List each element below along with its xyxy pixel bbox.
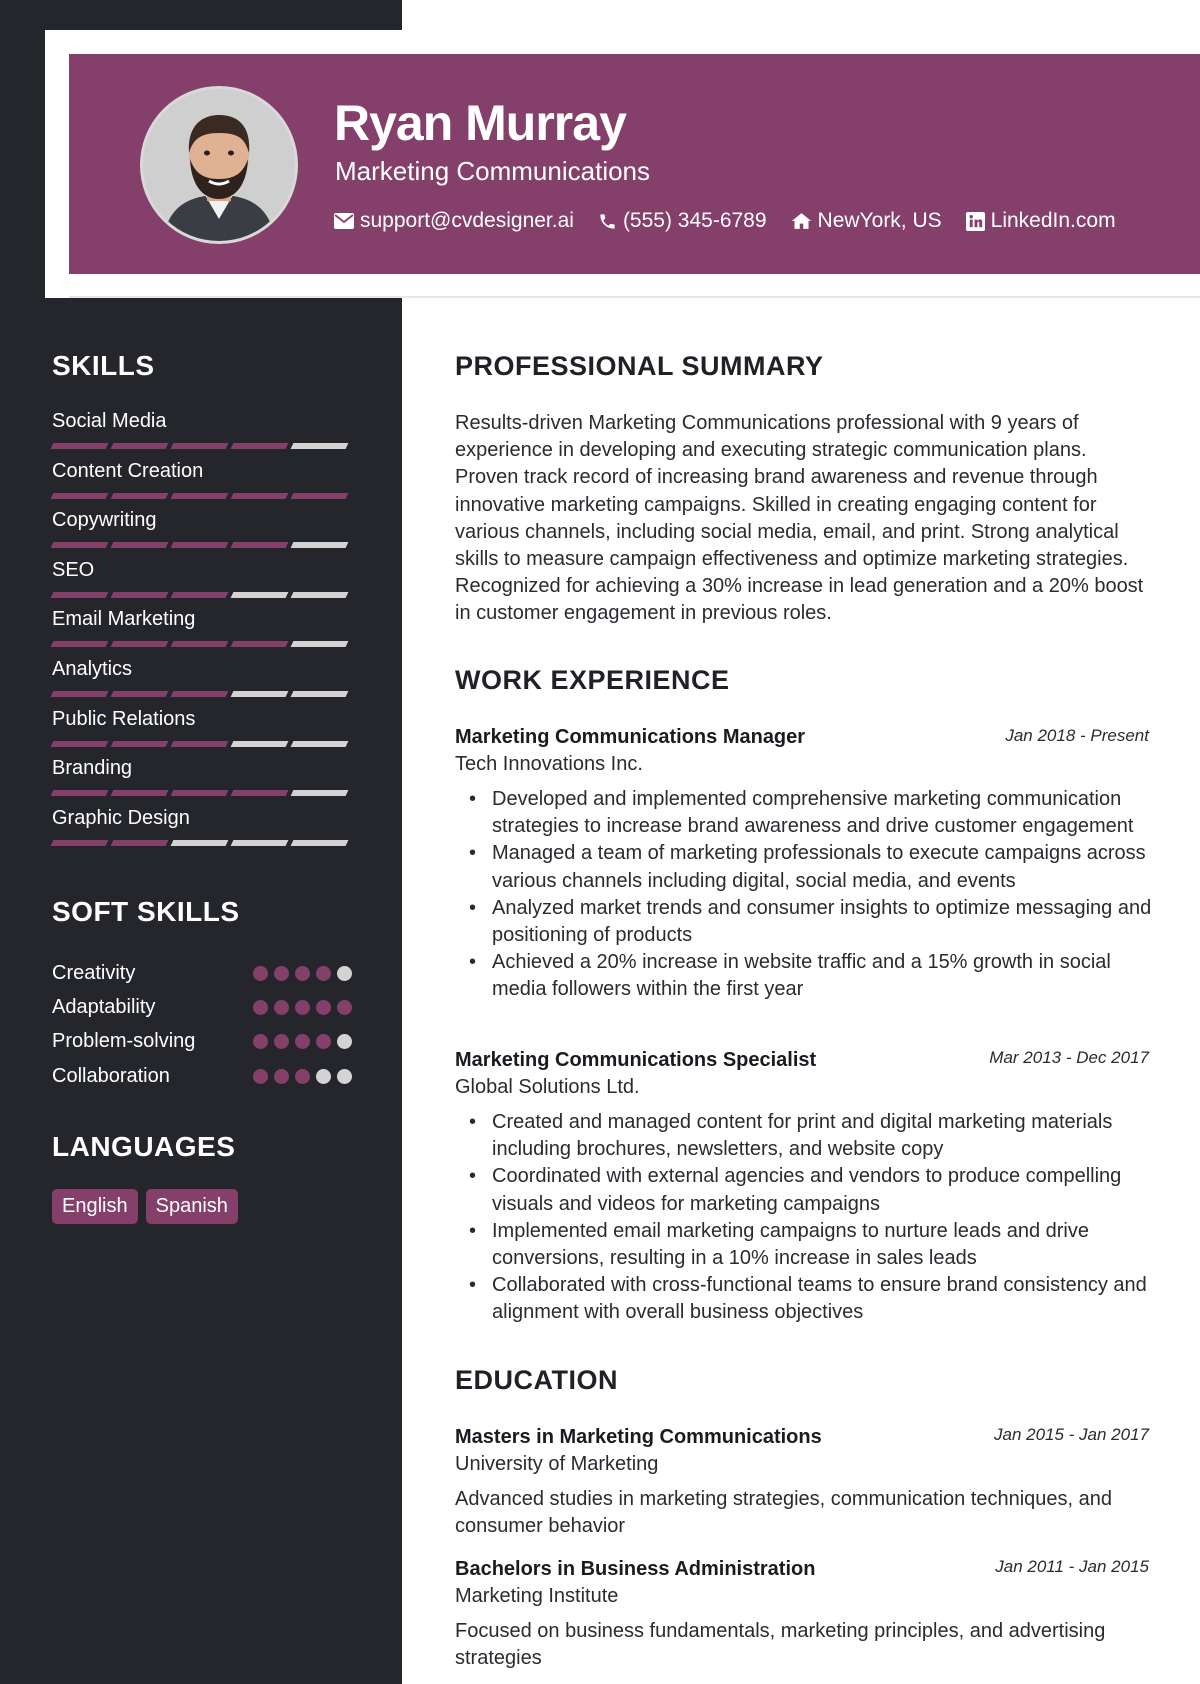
school-name: Marketing Institute bbox=[455, 1585, 619, 1607]
rating-dot bbox=[316, 966, 331, 981]
skill-name: Copywriting bbox=[52, 509, 157, 532]
skill-name: Public Relations bbox=[52, 707, 196, 730]
soft-skill-rating bbox=[253, 1069, 352, 1084]
skill-item bbox=[52, 558, 352, 608]
header-divider bbox=[69, 296, 1200, 298]
skill-level-segment bbox=[171, 592, 229, 598]
rating-dot bbox=[274, 1034, 289, 1049]
skill-name: SEO bbox=[52, 558, 95, 581]
skill-level-segment bbox=[51, 542, 109, 548]
degree-date: Jan 2015 - Jan 2017 bbox=[993, 1425, 1149, 1444]
skills-list bbox=[52, 409, 352, 855]
summary-heading: PROFESSIONAL SUMMARY bbox=[455, 351, 824, 381]
skill-level-segment bbox=[231, 443, 289, 449]
skill-level-segment bbox=[291, 493, 349, 499]
skill-level-segment bbox=[291, 443, 349, 449]
skill-level-segment bbox=[171, 790, 229, 796]
skill-level-segment bbox=[171, 840, 229, 846]
rating-dot bbox=[253, 1034, 268, 1049]
skill-name: Branding bbox=[52, 757, 133, 780]
skill-name: Social Media bbox=[52, 410, 167, 432]
skill-name: Content Creation bbox=[52, 459, 204, 482]
skill-level-segment bbox=[291, 840, 349, 846]
skill-level-bar bbox=[52, 493, 348, 499]
job-title: Marketing Communications Manager bbox=[455, 726, 806, 748]
profile-photo bbox=[143, 89, 295, 241]
candidate-name: Ryan Murray bbox=[334, 95, 626, 151]
skill-level-segment bbox=[291, 542, 349, 548]
skill-item bbox=[52, 508, 352, 558]
skill-level-segment bbox=[231, 592, 289, 598]
soft-skill-item bbox=[52, 1059, 352, 1093]
contact-phone-text: (555) 345-6789 bbox=[622, 209, 767, 232]
rating-dot bbox=[295, 1034, 310, 1049]
language-tag: Spanish bbox=[146, 1189, 238, 1224]
skill-level-segment bbox=[171, 691, 229, 697]
rating-dot bbox=[316, 1034, 331, 1049]
skill-name: Graphic Design bbox=[52, 806, 190, 829]
job-bullet: • Implemented email marketing campaigns to nurture leads and drive conversions, resulting in a 10% increase in sales leads bbox=[492, 1218, 1152, 1272]
skill-level-segment bbox=[111, 542, 169, 548]
job-bullet: • Developed and implemented comprehensive marketing communication strategies to increase brand awareness and drive customer engagement bbox=[492, 786, 1152, 840]
job-date: Jan 2018 - Present bbox=[1005, 726, 1149, 745]
soft-skills-list bbox=[52, 956, 352, 1093]
skill-level-segment bbox=[291, 592, 349, 598]
school-name: University of Marketing bbox=[455, 1453, 659, 1475]
skill-level-segment bbox=[111, 790, 169, 796]
phone-icon bbox=[598, 212, 617, 231]
contact-bar bbox=[334, 207, 1116, 235]
skill-item bbox=[52, 707, 352, 757]
skill-level-segment bbox=[171, 493, 229, 499]
skill-level-bar bbox=[52, 443, 348, 449]
contact-phone[interactable] bbox=[598, 209, 767, 233]
skill-level-segment bbox=[51, 691, 109, 697]
contact-linkedin-text: LinkedIn.com bbox=[990, 209, 1116, 232]
soft-skills-heading: SOFT SKILLS bbox=[52, 896, 240, 927]
rating-dot bbox=[274, 1000, 289, 1015]
skill-level-segment bbox=[291, 691, 349, 697]
languages-list bbox=[52, 1189, 238, 1224]
skill-item bbox=[52, 409, 352, 459]
rating-dot bbox=[295, 966, 310, 981]
rating-dot bbox=[337, 1034, 352, 1049]
degree-date: Jan 2011 - Jan 2015 bbox=[995, 1557, 1149, 1576]
soft-skill-item bbox=[52, 956, 352, 990]
experience-heading: WORK EXPERIENCE bbox=[455, 665, 730, 695]
soft-skill-name: Creativity bbox=[52, 961, 136, 984]
skill-level-segment bbox=[171, 641, 229, 647]
skill-level-segment bbox=[171, 443, 229, 449]
skill-level-bar bbox=[52, 592, 348, 598]
skill-item bbox=[52, 806, 352, 856]
rating-dot bbox=[274, 966, 289, 981]
skill-item bbox=[52, 459, 352, 509]
soft-skill-rating bbox=[253, 966, 352, 981]
skill-item bbox=[52, 607, 352, 657]
soft-skill-rating bbox=[253, 1034, 352, 1049]
degree-title: Bachelors in Business Administration bbox=[455, 1558, 816, 1580]
contact-location-text: NewYork, US bbox=[817, 209, 942, 232]
skill-level-segment bbox=[171, 542, 229, 548]
skill-level-segment bbox=[231, 542, 289, 548]
skill-item bbox=[52, 657, 352, 707]
skill-level-bar bbox=[52, 641, 348, 647]
job-bullet: • Analyzed market trends and consumer insights to optimize messaging and positioning of products bbox=[492, 895, 1152, 949]
soft-skill-item bbox=[52, 1025, 352, 1059]
job-bullet: • Managed a team of marketing professionals to execute campaigns across various channels including digital, social media, and events bbox=[492, 840, 1152, 894]
skill-level-segment bbox=[51, 592, 109, 598]
soft-skill-name: Problem-solving bbox=[52, 1030, 196, 1053]
skill-level-segment bbox=[111, 691, 169, 697]
skill-name: Email Marketing bbox=[52, 608, 196, 631]
job-bullets bbox=[492, 1109, 1152, 1327]
rating-dot bbox=[253, 966, 268, 981]
summary-text: Results-driven Marketing Communications professional with 9 years of experience in developing and executing strategic communication plans. Proven track record of increasing brand awareness and revenue through innovative marketing campaigns. Skilled in creating engaging content for various channels, including social media, email, and print. Strong analytical skills to measure campaign effectiveness and optimize marketing strategies. Recognized for achieving a 30% increase in lead generation and a 20% boost in customer engagement in previous roles. bbox=[455, 412, 1144, 625]
skill-level-segment bbox=[51, 840, 109, 846]
rating-dot bbox=[274, 1069, 289, 1084]
skill-level-bar bbox=[52, 840, 348, 846]
degree-description: Advanced studies in marketing strategies, communication techniques, and consumer behavior bbox=[455, 1488, 1113, 1538]
soft-skill-name: Adaptability bbox=[52, 995, 156, 1018]
job-bullet: • Collaborated with cross-functional teams to ensure brand consistency and alignment with overall business objectives bbox=[492, 1272, 1152, 1326]
job-bullet: • Created and managed content for print and digital marketing materials including brochures, newsletters, and website copy bbox=[492, 1109, 1152, 1163]
skill-name: Analytics bbox=[52, 657, 133, 680]
job-bullets bbox=[492, 786, 1152, 1004]
skill-level-segment bbox=[111, 443, 169, 449]
skill-level-segment bbox=[51, 790, 109, 796]
skill-level-segment bbox=[291, 641, 349, 647]
job-bullet: • Achieved a 20% increase in website traffic and a 15% growth in social media followers within the first year bbox=[492, 949, 1152, 1003]
skill-level-segment bbox=[111, 592, 169, 598]
home-icon bbox=[791, 212, 812, 230]
rating-dot bbox=[295, 1069, 310, 1084]
skill-level-segment bbox=[231, 691, 289, 697]
rating-dot bbox=[316, 1069, 331, 1084]
contact-location bbox=[791, 209, 942, 233]
soft-skill-name: Collaboration bbox=[52, 1064, 170, 1087]
skill-level-segment bbox=[111, 840, 169, 846]
skill-level-segment bbox=[111, 493, 169, 499]
skill-level-segment bbox=[51, 493, 109, 499]
rating-dot bbox=[253, 1000, 268, 1015]
skill-level-segment bbox=[291, 741, 349, 747]
rating-dot bbox=[337, 1000, 352, 1015]
skill-level-bar bbox=[52, 741, 348, 747]
rating-dot bbox=[295, 1000, 310, 1015]
soft-skill-item bbox=[52, 990, 352, 1024]
skill-level-segment bbox=[51, 443, 109, 449]
skill-level-segment bbox=[171, 741, 229, 747]
job-bullet: • Coordinated with external agencies and vendors to produce compelling visuals and videos for marketing campaigns bbox=[492, 1163, 1152, 1217]
job-date: Mar 2013 - Dec 2017 bbox=[989, 1048, 1149, 1067]
skill-level-segment bbox=[231, 840, 289, 846]
skill-level-segment bbox=[51, 741, 109, 747]
rating-dot bbox=[337, 966, 352, 981]
skill-level-segment bbox=[111, 641, 169, 647]
degree-description: Focused on business fundamentals, marketing principles, and advertising strategies bbox=[455, 1620, 1106, 1670]
skill-level-segment bbox=[231, 641, 289, 647]
contact-email[interactable] bbox=[334, 209, 574, 233]
language-tag: English bbox=[52, 1189, 138, 1224]
job-company: Tech Innovations Inc. bbox=[455, 753, 643, 775]
contact-email-text: support@cvdesigner.ai bbox=[360, 209, 574, 232]
education-heading: EDUCATION bbox=[455, 1365, 618, 1395]
skill-level-segment bbox=[231, 790, 289, 796]
skill-level-segment bbox=[51, 641, 109, 647]
skill-level-bar bbox=[52, 542, 348, 548]
skill-level-segment bbox=[231, 741, 289, 747]
skill-item bbox=[52, 756, 352, 806]
rating-dot bbox=[253, 1069, 268, 1084]
skill-level-segment bbox=[111, 741, 169, 747]
soft-skill-rating bbox=[253, 1000, 352, 1015]
skill-level-segment bbox=[291, 790, 349, 796]
rating-dot bbox=[316, 1000, 331, 1015]
avatar bbox=[140, 86, 298, 244]
candidate-role: Marketing Communications bbox=[335, 156, 651, 186]
envelope-icon bbox=[334, 213, 354, 229]
rating-dot bbox=[337, 1069, 352, 1084]
languages-heading: LANGUAGES bbox=[52, 1131, 236, 1162]
linkedin-icon bbox=[966, 212, 985, 231]
job-title: Marketing Communications Specialist bbox=[455, 1049, 817, 1071]
degree-title: Masters in Marketing Communications bbox=[455, 1426, 822, 1448]
job-company: Global Solutions Ltd. bbox=[455, 1076, 640, 1098]
skills-heading: SKILLS bbox=[52, 350, 155, 381]
skill-level-bar bbox=[52, 790, 348, 796]
contact-linkedin[interactable] bbox=[966, 209, 1116, 233]
skill-level-segment bbox=[231, 493, 289, 499]
skill-level-bar bbox=[52, 691, 348, 697]
